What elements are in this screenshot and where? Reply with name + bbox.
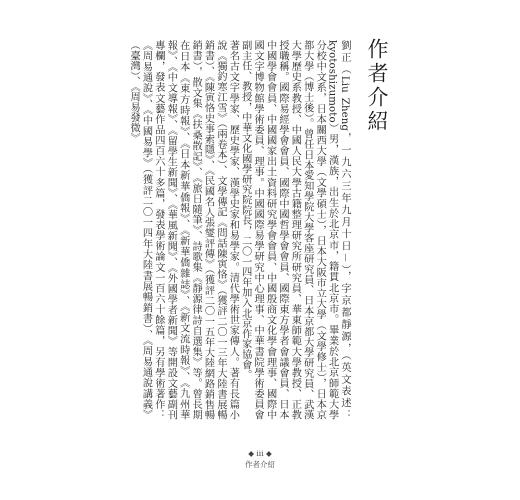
author-biography: [120, 40, 350, 420]
biography-paragraph-1: 劉正（Liu Zheng，一九六三年九月十日－），字京都靜源，（英文表述：kyotoshizumoto）男，漢族，出生於北京市，籍貫北京市。畢業於北京師範大學分校中文系，日本關西大學（文學碩士），日本大阪市立大學（文學修士），日本京都大學（博士後）。曾任日本愛知學院大學客座研究員、日本京都大學研究員、武漢大學歷史系教授、中國人民大學古籍整理研究所研究員、華東師範大學教授、正教授職稱。國際易經學會會員、國際中國哲學會會員、國際東方學者會議會員、日本中國學會會員、中國國家出土資料研究學會會員、中國殷商文化學會理事、國際中國文字博物館學術委員、理事。中國國際易學研究中心理事、中華書院學術委員會副主任、教授，中華文化國學研究院院長，二〇一四年加入北京作家協會。: [239, 40, 350, 420]
page-number: ◆ iii ◆: [248, 449, 272, 458]
page-footer: [0, 448, 520, 470]
biography-paragraph-2: 著名古文字學家、歷史學家、漢學史家和易學家。清代學術世家傳人。著有長篇小說《獨釣寒江雪》（兩卷本）、文學傳記《問話陳寅恪》（獲評二〇一三年大陸書展暢銷書）、《陳寅恪史事索隱》、《民國名人張燮評傳》（獲評二〇一五年大陸網路銷售暢銷書），散文集《扶桑散記》、《旅日隨筆》、詩歌集《靜源律詩自選集》等。曾長期在日本《東方時報》、《日本新華僑報》、《新華僑雜誌》、《新文流時報》、《九州華報》、《中文導報》、《留學生新聞》、《華風新聞》、《外國學者新聞》等開設文藝副刊專欄，發表文藝作品四百六十多篇，發表學術論文一百六十餘篇，另有學術著作：《周易通說》、《中國易學》（獲評二〇一四年大陸書展暢銷書）、《周易通說講義》（臺灣）、《周易發微》: [128, 40, 239, 420]
page-title: 作者介紹: [365, 38, 389, 134]
running-title: 作者介紹: [245, 460, 275, 469]
